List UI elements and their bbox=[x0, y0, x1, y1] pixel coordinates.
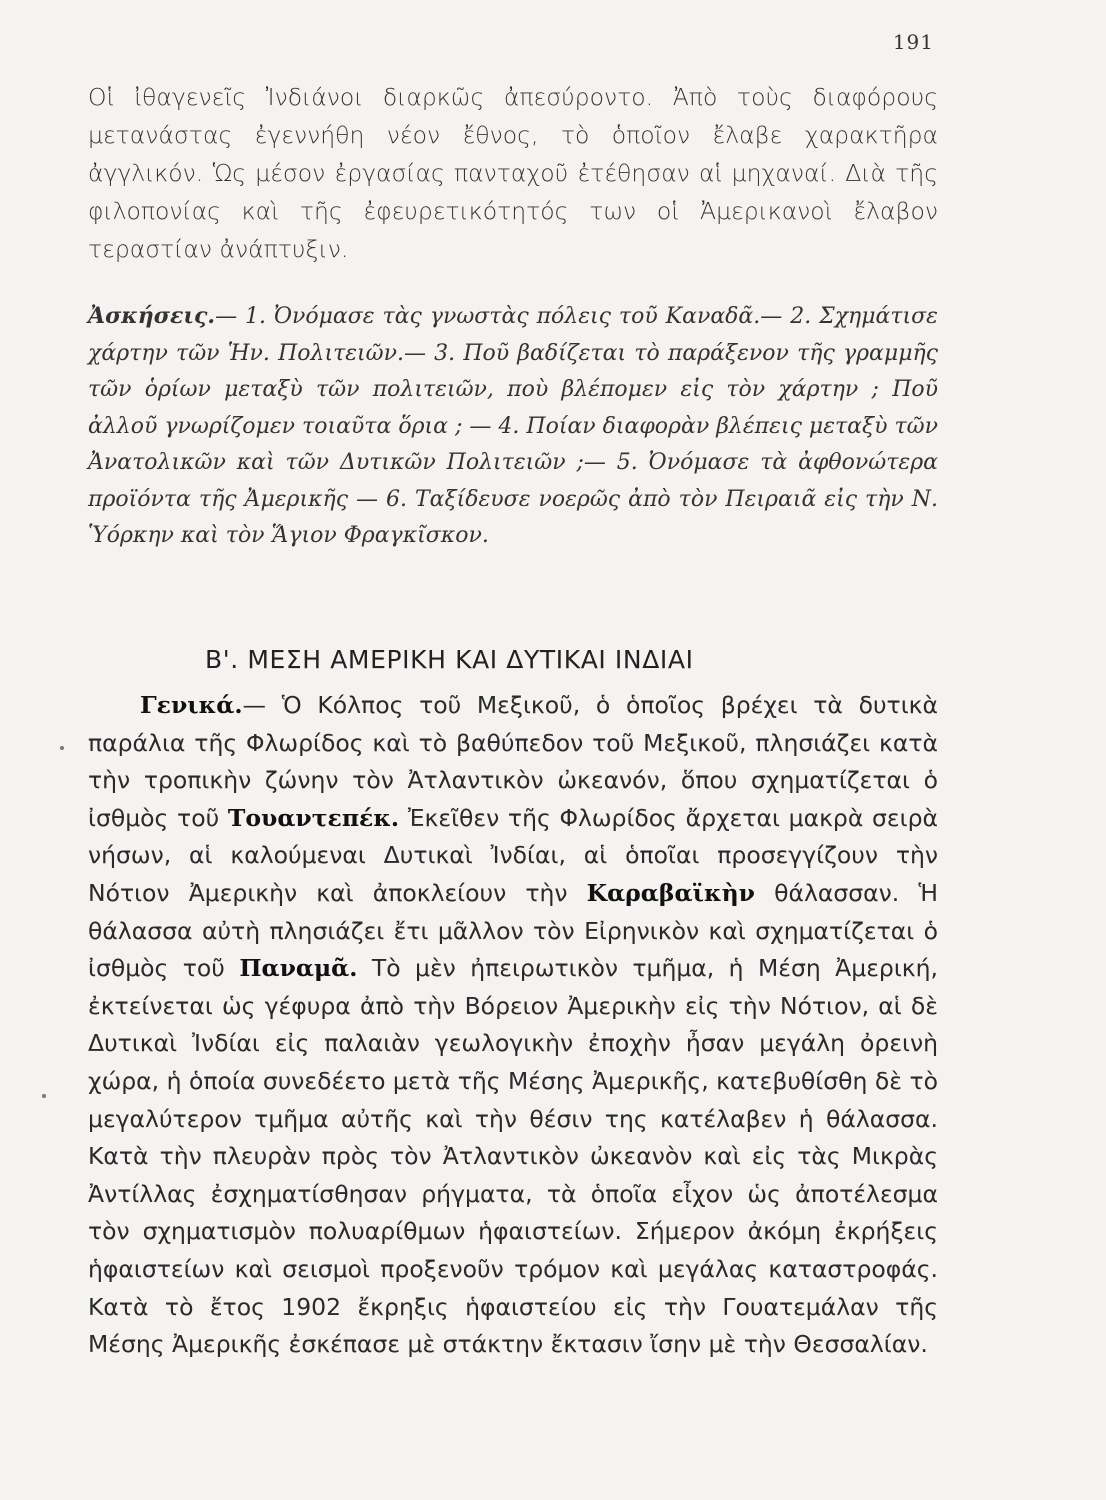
section-heading: Β'. ΜΕΣΗ ΑΜΕΡΙΚΗ ΚΑΙ ΔΥΤΙΚΑΙ ΙΝΔΙΑΙ bbox=[205, 645, 694, 674]
margin-dot-mark bbox=[60, 746, 64, 750]
paragraph-text-part-1: — Ὁ Κόλπος τοῦ Μεξικοῦ, ὁ ὁποῖος βρέχει τὰ δυτικὰ παράλια τῆς Φλωρίδος καὶ τὸ βαθύπεδον τοῦ Μεξικοῦ, πλησιάζει κατὰ τὴν τροπικὴν ζώνην τὸν Ἀτλαντικὸν ὠκεανόν, ὅπου σχηματίζεται ὁ ἰσθμὸς τοῦ bbox=[88, 691, 938, 832]
paragraph-text-part-4: Τὸ μὲν ἠπειρωτικὸν τμῆμα, ἡ Μέση Ἀμερική, ἐκτείνεται ὡς γέφυρα ἀπὸ τὴν Βόρειον Ἀμερικὴν εἰς τὴν Νότιον, αἱ δὲ Δυτικαὶ Ἰνδίαι εἰς παλαιὰν γεωλογικὴν ἐποχὴν ἦσαν μεγάλη ὀρεινὴ χώρα, ἡ ὁποία συνεδέετο μετὰ τῆς Μέσης Ἀμερικῆς, κατεβυθίσθη δὲ τὸ μεγαλύτερον τμῆμα αὐτῆς καὶ τὴν θέσιν της κατέλαβεν ἡ θάλασσα. Κατὰ τὴν πλευρὰν πρὸς τὸν Ἀτλαντικὸν ὠκεανὸν καὶ εἰς τὰς Μικρὰς Ἀντίλλας ἐσχηματίσθησαν ρήγματα, τὰ ὁποῖα εἶχον ὡς ἀποτέλεσμα τὸν σχηματισμὸν πολυαρίθμων ἡφαιστείων. Σήμερον ἀκόμη ἐκρήξεις ἡφαιστείων καὶ σεισμοὶ προξενοῦν τρόμον καὶ μεγάλας καταστροφάς. Κατὰ τὸ ἔτος 1902 ἔκρηξις ἡφαιστείου εἰς τὴν Γουατεμάλαν τῆς Μέσης Ἀμερικῆς ἐσκέπασε μὲ στάκτην ἔκτασιν ἴσην μὲ τὴν Θεσσαλίαν. bbox=[88, 954, 938, 1359]
paragraph-text-part-3: θάλασσαν. Ἡ θάλασσα αὐτὴ πλησιάζει ἔτι μᾶλλον τὸν Εἰρηνικὸν καὶ σχηματίζεται ὁ ἰσθμὸς τοῦ bbox=[88, 878, 938, 983]
paragraph-central-america bbox=[88, 687, 938, 1364]
term-caribbean: Καραβαϊκὴν bbox=[586, 878, 755, 907]
term-panama: Παναμᾶ. bbox=[239, 954, 358, 983]
page-number: 191 bbox=[892, 30, 934, 54]
margin-dot-mark bbox=[42, 1094, 46, 1098]
paragraph-text: Οἱ ἰθαγενεῖς Ἰνδιάνοι διαρκῶς ἀπεσύροντο. Ἀπὸ τοὺς διαφόρους μετανάστας ἐγεννήθη νέον ἔθνος, τὸ ὁποῖον ἔλαβε χαρακτῆρα ἀγγλικόν. Ὡς μέσον ἐργασίας πανταχοῦ ἐτέθησαν αἱ μηχαναί. Διὰ τῆς φιλοπονίας καὶ τῆς ἐφευρετικότητός των οἱ Ἀμερικανοὶ ἔλαβον τεραστίαν ἀνάπτυξιν. bbox=[88, 83, 938, 263]
paragraph-text-part-2: Ἐκεῖθεν τῆς Φλωρίδος ἄρχεται μακρὰ σειρὰ νήσων, αἱ καλούμεναι Δυτικαὶ Ἰνδίαι, αἱ ὁποῖαι προσεγγίζουν τὴν Νότιον Ἀμερικὴν καὶ ἀποκλείουν τὴν bbox=[88, 803, 938, 907]
exercises-label: Ἀσκήσεις. bbox=[88, 303, 216, 329]
paragraph-native-indians bbox=[88, 78, 938, 268]
exercises-block bbox=[88, 298, 938, 555]
term-tehuantepec: Τουαντεπέκ. bbox=[227, 803, 400, 832]
exercises-text: — 1. Ὀνόμασε τὰς γνωστὰς πόλεις τοῦ Καναδᾶ.— 2. Σχημάτισε χάρτην τῶν Ἡν. Πολιτειῶν.— 3. Ποῦ βαδίζεται τὸ παράξενον τῆς γραμμῆς τῶν ὁρίων μεταξὺ τῶν πολιτειῶν, ποὺ βλέπομεν εἰς τὸν χάρτην ; Ποῦ ἀλλοῦ γνωρίζομεν τοιαῦτα ὅρια ; — 4. Ποίαν διαφορὰν βλέπεις μεταξὺ τῶν Ἀνατολικῶν καὶ τῶν Δυτικῶν Πολιτειῶν ;— 5. Ὀνόμασε τὰ ἀφθονώτερα προϊόντα τῆς Ἀμερικῆς — 6. Ταξίδευσε νοερῶς ἀπὸ τὸν Πειραιᾶ εἰς τὴν Ν. Ὑόρκην καὶ τὸν Ἅγιον Φραγκῖσκον. bbox=[88, 304, 938, 548]
lead-term-genika: Γενικά. bbox=[140, 691, 243, 719]
